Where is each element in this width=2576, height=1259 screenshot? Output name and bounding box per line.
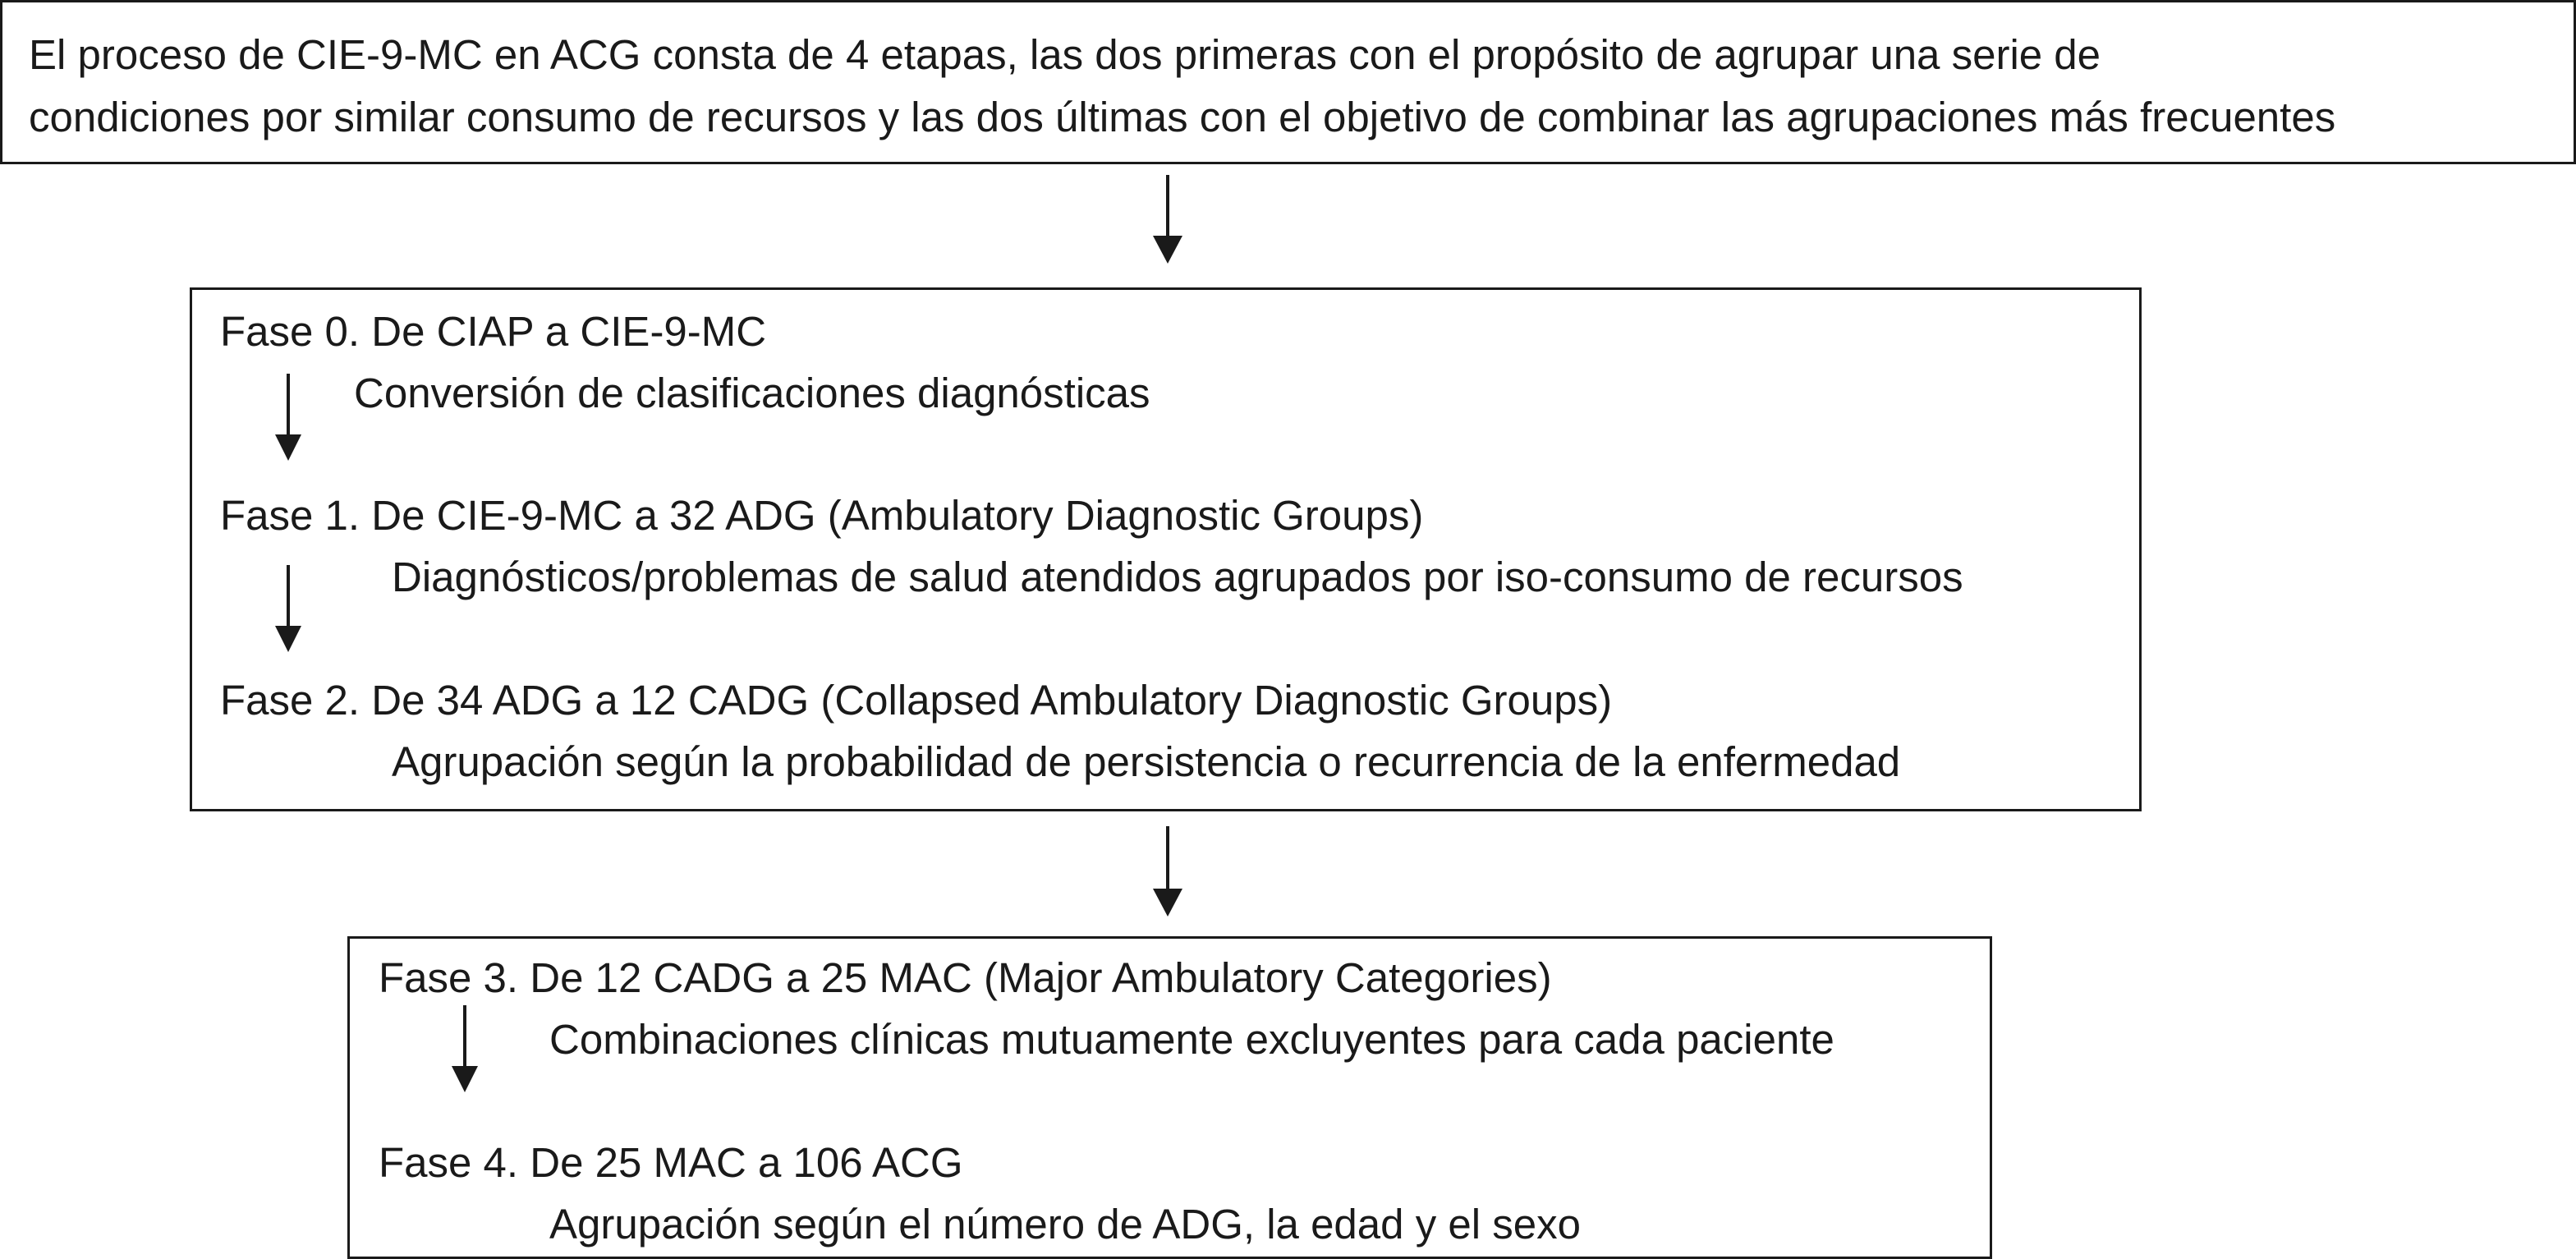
- phase-2-description: Agrupación según la probabilidad de persistencia o recurrencia de la enfermedad: [392, 738, 1901, 785]
- phase-4-title: Fase 4. De 25 MAC a 106 ACG: [379, 1139, 963, 1186]
- intro-text-line-2: condiciones por similar consumo de recursos y las dos últimas con el objetivo de combinar las agrupaciones más frecuentes: [29, 94, 2336, 140]
- phase-2-title: Fase 2. De 34 ADG a 12 CADG (Collapsed Ambulatory Diagnostic Groups): [220, 677, 1613, 724]
- phase-4-description: Agrupación según el número de ADG, la edad y el sexo: [549, 1201, 1581, 1248]
- phase-1-description: Diagnósticos/problemas de salud atendidos agrupados por iso-consumo de recursos: [392, 554, 1963, 600]
- phase-0-description: Conversión de clasificaciones diagnósticas: [354, 370, 1150, 416]
- phase-0-title: Fase 0. De CIAP a CIE-9-MC: [220, 308, 767, 355]
- flow-arrow-phase-1-to-2: [272, 565, 305, 655]
- flow-arrow-intro-to-phases-0-2: [1151, 175, 1184, 265]
- intro-text-line-1: El proceso de CIE-9-MC en ACG consta de 4 etapas, las dos primeras con el propósito de agrupar una serie de: [29, 31, 2101, 78]
- flow-arrow-phase-0-to-1: [272, 374, 305, 464]
- phases-3-4-box: [347, 936, 1992, 1259]
- flow-arrow-phase-3-to-4: [448, 1005, 481, 1096]
- phases-0-2-box: [190, 287, 2142, 811]
- phase-3-title: Fase 3. De 12 CADG a 25 MAC (Major Ambulatory Categories): [379, 954, 1552, 1001]
- phase-3-description: Combinaciones clínicas mutuamente excluyentes para cada paciente: [549, 1016, 1834, 1063]
- flow-arrow-phases-0-2-to-3-4: [1151, 826, 1184, 918]
- intro-box: [0, 0, 2576, 164]
- phase-1-title: Fase 1. De CIE-9-MC a 32 ADG (Ambulatory Diagnostic Groups): [220, 492, 1424, 539]
